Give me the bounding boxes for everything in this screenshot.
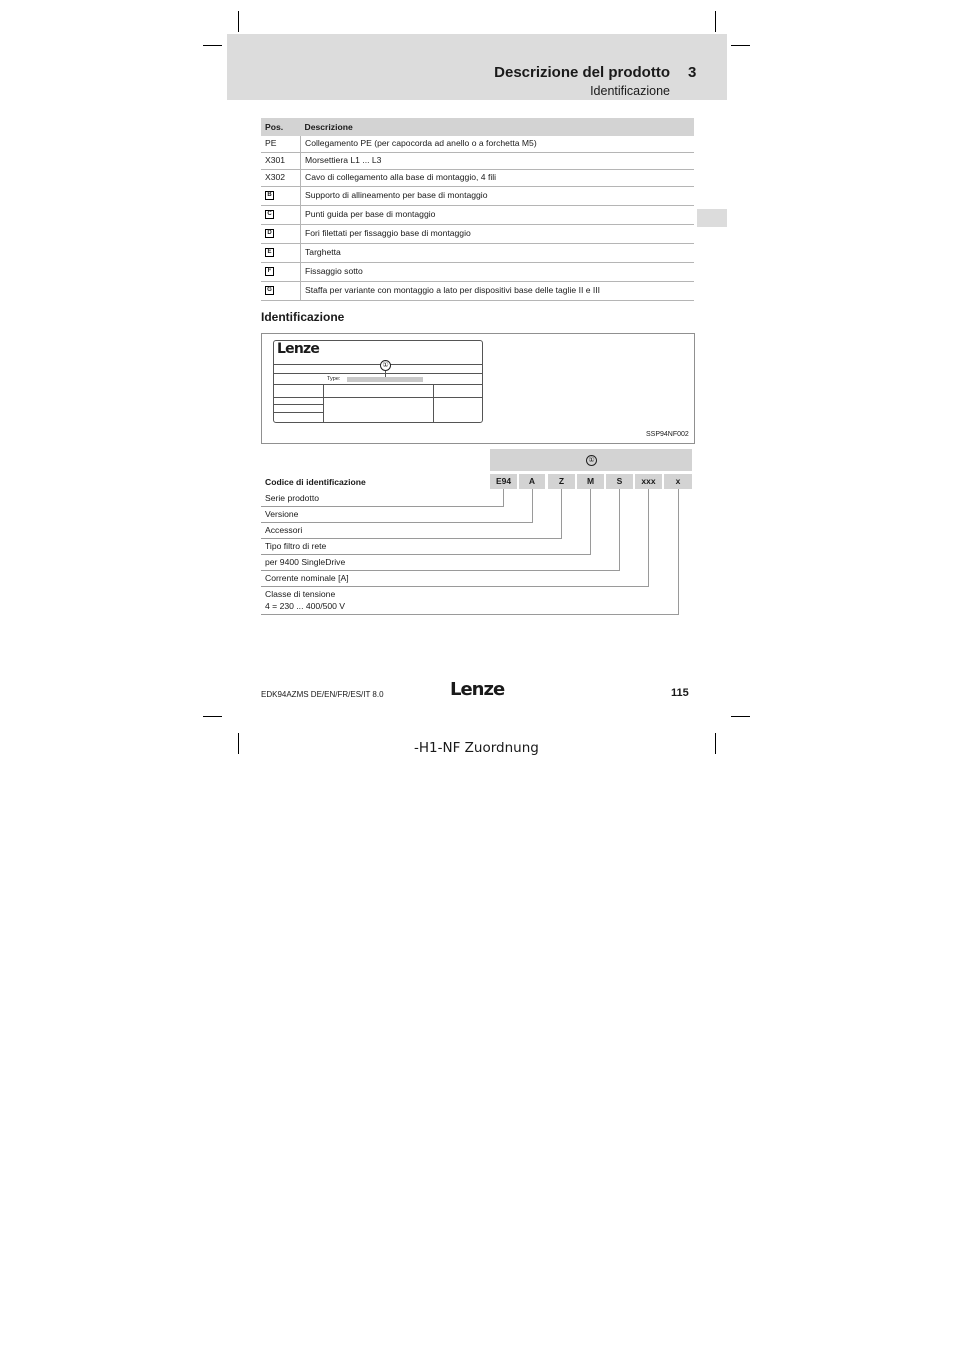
pos-cell: X302 — [261, 170, 301, 187]
crop-mark — [203, 45, 222, 46]
crop-mark — [715, 733, 716, 754]
leader-line — [678, 489, 679, 615]
order-code-row: Tipo filtro di rete — [265, 541, 327, 551]
desc-cell: Morsettiera L1 ... L3 — [301, 153, 695, 170]
pos-cell: X301 — [261, 153, 301, 170]
chapter-title: Descrizione del prodotto — [494, 64, 670, 81]
crop-mark — [731, 45, 750, 46]
desc-cell: Punti guida per base di montaggio — [301, 206, 695, 225]
plate-divider — [274, 397, 482, 398]
crop-mark — [731, 716, 750, 717]
leader-line — [261, 506, 504, 507]
position-letter-icon: G — [265, 286, 274, 295]
order-code-header: Codice di identificazione — [265, 477, 366, 487]
table-row — [261, 136, 694, 153]
table-row — [261, 153, 694, 170]
order-code-row: Corrente nominale [A] — [265, 573, 349, 583]
position-letter-icon: D — [265, 229, 274, 238]
order-code-row: Serie prodotto — [265, 493, 319, 503]
position-letter-icon: C — [265, 210, 274, 219]
table-row — [261, 263, 694, 282]
desc-cell: Cavo di collegamento alla base di montaggio, 4 fili — [301, 170, 695, 187]
code-segment: xxx — [635, 474, 662, 489]
leader-line — [561, 489, 562, 539]
footer-document-id: EDK94AZMS DE/EN/FR/ES/IT 8.0 — [261, 690, 384, 699]
plate-marker-icon: ① — [380, 360, 391, 371]
order-code-row: Accessori — [265, 525, 303, 535]
leader-line — [619, 489, 620, 571]
desc-cell: Collegamento PE (per capocorda ad anello o a forchetta M5) — [301, 136, 695, 153]
pos-column-header: Pos. — [261, 118, 301, 136]
desc-column-header: Descrizione — [301, 118, 695, 136]
table-row — [261, 170, 694, 187]
table-row — [261, 225, 694, 244]
desc-cell: Fori filettati per fissaggio base di montaggio — [301, 225, 695, 244]
table-row — [261, 206, 694, 225]
page-caption: -H1-NF Zuordnung — [414, 740, 539, 756]
code-segment: Z — [548, 474, 575, 489]
figure-code: SSP94NF002 — [646, 431, 689, 438]
leader-line — [532, 489, 533, 523]
section-subtitle: Identificazione — [590, 84, 670, 98]
crop-mark — [238, 733, 239, 754]
leader-line — [261, 570, 620, 571]
identification-heading: Identificazione — [261, 310, 345, 324]
plate-type-field — [347, 377, 423, 382]
position-letter-icon: E — [265, 248, 274, 257]
leader-line — [590, 489, 591, 555]
position-letter-icon: B — [265, 191, 274, 200]
table-row — [261, 187, 694, 206]
leader-line — [648, 489, 649, 587]
desc-cell: Staffa per variante con montaggio a lato per dispositivi base delle taglie II e III — [301, 282, 695, 301]
order-code-row: 4 = 230 ... 400/500 V — [265, 601, 346, 611]
code-segment: E94 — [490, 474, 517, 489]
desc-cell: Fissaggio sotto — [301, 263, 695, 282]
code-segment: M — [577, 474, 604, 489]
leader-line — [261, 614, 679, 615]
position-letter-icon: F — [265, 267, 274, 276]
order-code-row: Versione — [265, 509, 299, 519]
table-row — [261, 282, 694, 301]
leader-line — [261, 554, 591, 555]
code-segment: x — [664, 474, 692, 489]
crop-mark — [203, 716, 222, 717]
plate-divider — [274, 404, 324, 405]
plate-divider — [274, 412, 324, 413]
plate-divider — [274, 384, 482, 385]
order-code-row: Classe di tensione — [265, 589, 336, 599]
code-segment: S — [606, 474, 633, 489]
plate-type-label: Type: — [327, 376, 341, 382]
plate-divider — [274, 364, 482, 365]
order-code-marker-icon: ① — [586, 455, 597, 466]
nameplate-logo: Lenze — [277, 341, 320, 357]
crop-mark — [238, 11, 239, 32]
plate-divider — [433, 385, 434, 422]
pos-cell: PE — [261, 136, 301, 153]
leader-line — [261, 586, 649, 587]
chapter-side-tab — [697, 209, 727, 227]
desc-cell: Supporto di allineamento per base di montaggio — [301, 187, 695, 206]
chapter-number: 3 — [688, 64, 697, 81]
footer-logo: Lenze — [450, 679, 505, 700]
page-number: 115 — [671, 687, 689, 699]
position-table — [261, 118, 694, 301]
order-code-row: per 9400 SingleDrive — [265, 557, 346, 567]
plate-divider — [274, 373, 482, 374]
table-row — [261, 244, 694, 263]
leader-line — [261, 522, 533, 523]
code-segment: A — [519, 474, 545, 489]
leader-line — [503, 489, 504, 507]
crop-mark — [715, 11, 716, 32]
desc-cell: Targhetta — [301, 244, 695, 263]
leader-line — [261, 538, 562, 539]
